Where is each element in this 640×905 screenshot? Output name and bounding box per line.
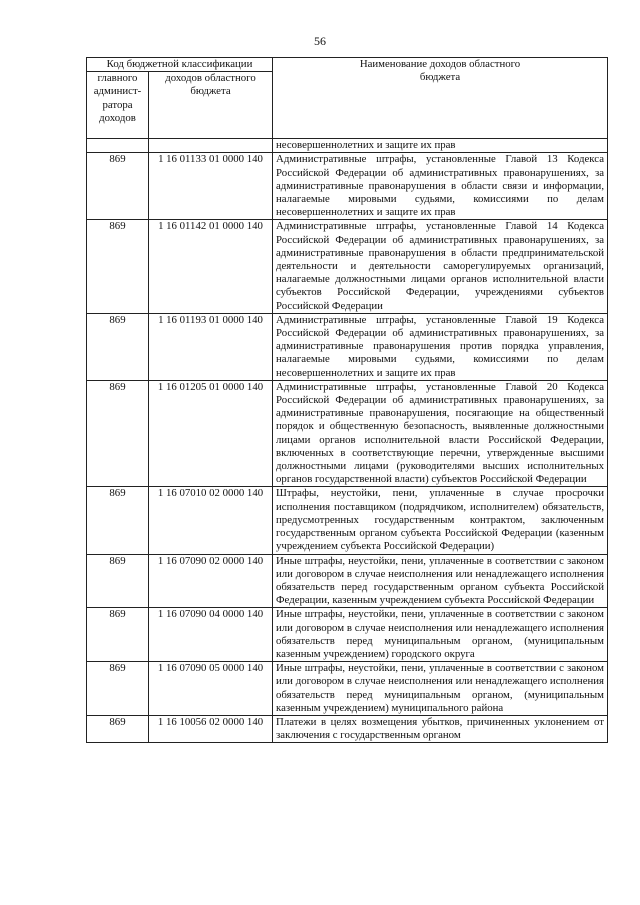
page-number: 56: [314, 34, 326, 48]
table-row: [87, 608, 608, 662]
revenue-code: 1 16 07010 02 0000 140: [149, 487, 273, 554]
administrator-code: 869: [87, 487, 149, 554]
regional-revenue-code-header: [149, 72, 273, 139]
revenue-name-header: [273, 58, 608, 139]
table-row: [87, 715, 608, 742]
chief-administrator-header: главного админист-ратора доходов: [87, 72, 149, 139]
continuation-description: несовершеннолетних и защите их прав: [273, 139, 608, 153]
table-row: [87, 380, 608, 487]
budget-classification-table: [86, 57, 608, 743]
revenue-code: 1 16 01133 01 0000 140: [149, 153, 273, 220]
administrator-code: 869: [87, 662, 149, 716]
revenue-code: 1 16 01205 01 0000 140: [149, 380, 273, 487]
revenue-description: Иные штрафы, неустойки, пени, уплаченные в соответствии с законом или договором в случае неисполнения или ненадлежащего исполнения обязательств перед государственным органом субъекта Российской Федерации, казенным учреждением субъекта Российской Федерации: [273, 554, 608, 608]
administrator-code: 869: [87, 313, 149, 380]
administrator-code: 869: [87, 220, 149, 313]
revenue-description: Административные штрафы, установленные Главой 14 Кодекса Российской Федерации об административных правонарушениях, за административные правонарушения в области предпринимательской деятельности и деятельности саморегулируемых организаций, налагаемые должностными лицами органов исполнительной власти субъектов Российской Федерации, учреждениями субъектов Российской Федерации: [273, 220, 608, 313]
administrator-code: 869: [87, 153, 149, 220]
table-row: [87, 487, 608, 554]
revenue-code: 1 16 07090 02 0000 140: [149, 554, 273, 608]
administrator-code: 869: [87, 608, 149, 662]
revenue-code: 1 16 07090 04 0000 140: [149, 608, 273, 662]
revenue-description: Иные штрафы, неустойки, пени, уплаченные в соответствии с законом или договором в случае неисполнения или ненадлежащего исполнения обязательств перед муниципальным органом, (муниципальным казенным учреждением) муниципального района: [273, 662, 608, 716]
revenue-code: 1 16 10056 02 0000 140: [149, 715, 273, 742]
revenue-code: 1 16 07090 05 0000 140: [149, 662, 273, 716]
continuation-row: [87, 139, 608, 153]
administrator-code: 869: [87, 715, 149, 742]
revenue-description: Платежи в целях возмещения убытков, причиненных уклонением от заключения с государственным органом: [273, 715, 608, 742]
table-row: [87, 153, 608, 220]
table-row: [87, 220, 608, 313]
revenue-description: Иные штрафы, неустойки, пени, уплаченные в соответствии с законом или договором в случае неисполнения или ненадлежащего исполнения обязательств перед муниципальным органом, (муниципальным казенным учреждением) городского округа: [273, 608, 608, 662]
revenue-code: 1 16 01193 01 0000 140: [149, 313, 273, 380]
continuation-code-cell: [149, 139, 273, 153]
revenue-description: Административные штрафы, установленные Главой 20 Кодекса Российской Федерации об административных правонарушениях, за административные правонарушения, посягающие на общественный порядок и общественную безопасность, выявленные должностными лицами органов исполнительной власти Российской Федерации, включенных в соответствующие перечни, утвержденные высшими должностными лицами (руководителями высших исполнительных органов государственной власти) субъектов Российской Федерации: [273, 380, 608, 487]
budget-classification-code-header: Код бюджетной классификации: [87, 58, 273, 72]
continuation-admin-cell: [87, 139, 149, 153]
table-row: [87, 662, 608, 716]
administrator-code: 869: [87, 554, 149, 608]
revenue-description: Административные штрафы, установленные Главой 13 Кодекса Российской Федерации об административных правонарушениях, за административные правонарушения в области связи и информации, налагаемые мировыми судьями, комиссиями по делам несовершеннолетних и защите их прав: [273, 153, 608, 220]
header-row-group: [87, 58, 608, 72]
revenue-description: Штрафы, неустойки, пени, уплаченные в случае просрочки исполнения поставщиком (подрядчиком, исполнителем) обязательств, предусмотренных государственным контрактом, заключенным государственным органом субъекта Российской Федерации (казенным учреждением субъекта Российской Федерации): [273, 487, 608, 554]
regional-revenue-code-header-text: доходов областного бюджета: [165, 72, 256, 98]
table-row: [87, 313, 608, 380]
table-row: [87, 554, 608, 608]
revenue-name-header-text: Наименование доходов областного бюджета: [359, 58, 521, 84]
revenue-description: Административные штрафы, установленные Главой 19 Кодекса Российской Федерации об административных правонарушениях, за административные правонарушения против порядка управления, налагаемые мировыми судьями, комиссиями по делам несовершеннолетних и защите их прав: [273, 313, 608, 380]
administrator-code: 869: [87, 380, 149, 487]
revenue-code: 1 16 01142 01 0000 140: [149, 220, 273, 313]
